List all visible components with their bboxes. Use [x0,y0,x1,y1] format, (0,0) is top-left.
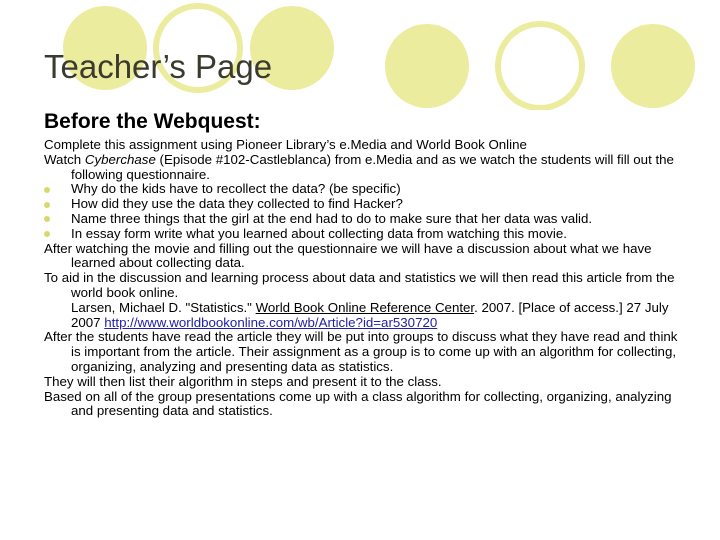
bullet-text: Name three things that the girl at the end had to do to make sure that her data was valid. [71,210,593,226]
slide-body [44,138,684,419]
deco-circle-5 [498,24,582,108]
watch-prefix: Watch [44,151,85,167]
show-title: Cyberchase [84,151,156,167]
slide-title: Teacher’s Page [44,48,273,85]
watch-rest: (Episode #102-Castleblanca) from e.Media and as we watch the students will fill out the following questionnaire. [71,151,674,182]
bullet-item [44,182,684,197]
intro-paragraph: Complete this assignment using Pioneer Library’s e.Media and World Book Online [44,137,527,152]
bullet-item [44,227,684,242]
bullet-dot-icon [44,216,50,222]
to-aid-paragraph: To aid in the discussion and learning process about data and statistics we will then read this article from the world book online. [44,270,675,300]
deco-circle-4 [385,24,469,108]
citation-rest: . 2007. [Place of access.] 27 July 2007 [71,299,669,330]
watch-paragraph [44,153,684,183]
bullet-text: How did they use the data they collected to find Hacker? [71,196,403,212]
bullet-item [44,197,684,212]
deco-circle-6 [611,24,695,108]
citation-source: World Book Online Reference Center [255,299,475,315]
bullet-text: In essay form write what you learned about collecting data from watching this movie. [71,225,567,241]
bullet-text: Why do the kids have to recollect the data? (be specific) [71,181,401,197]
then-list-paragraph: They will then list their algorithm in steps and present it to the class. [44,373,442,389]
based-on-paragraph: Based on all of the group presentations come up with a class algorithm for collecting, organizing, analyzing and presenting data and statistics. [44,388,672,419]
citation [44,301,684,331]
bullet-dot-icon [44,202,50,208]
citation-author: Larsen, Michael D. "Statistics." [71,299,256,315]
after-read-paragraph: After the students have read the article they will be put into groups to discuss what they have read and think is important from the article. Their assignment as a group is to come up with an algorithm for collecting, organizing, analyzing and presenting data as statistics. [44,329,678,374]
bullet-dot-icon [44,231,50,237]
after-movie-paragraph: After watching the movie and filling out the questionnaire we will have a discussion about what we have learned about collecting data. [44,240,652,271]
bullet-item [44,212,684,227]
slide-subtitle: Before the Webquest: [44,110,261,133]
bullet-dot-icon [44,187,50,193]
citation-url-link[interactable]: http://www.worldbookonline.com/wb/Article?id=ar530720 [104,314,438,330]
